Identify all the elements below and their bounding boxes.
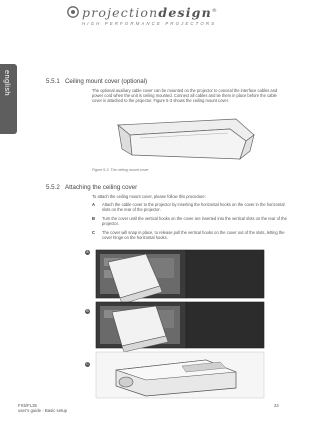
language-tab-label: english — [3, 70, 12, 96]
section-1-body: The optional auxiliary cable cover can be mounted on the projector to conceal the interface cables and power cord when the unit is ceiling mounted. Connect all cables and tie them in place before the cable cover is attached to the projector. Figure 5-3 shows the ceiling mount cover. — [92, 88, 278, 104]
figure-marker-c: C — [86, 362, 89, 366]
attach-procedure-figure — [86, 248, 266, 400]
page-number: 24 — [274, 403, 279, 408]
section-2-number: 5.5.2 — [46, 184, 60, 191]
step-letter: C — [92, 230, 95, 235]
step-text: The cover will snap in place, to release pull the vertical hooks on the cover out of the slots, letting the cover hinge on the horizontal hooks. — [102, 230, 285, 241]
brand-tagline: HIGH PERFORMANCE PROJECTORS — [82, 21, 217, 26]
section-2-title: Attaching the ceiling cover — [64, 184, 138, 191]
brand-post: design — [158, 5, 212, 20]
step-c — [92, 230, 292, 242]
brand-pre: projection — [82, 5, 159, 20]
footer-guide: user's guide - Basic setup — [18, 408, 68, 414]
section-1-number: 5.5.1 — [46, 78, 60, 85]
step-a — [92, 202, 292, 214]
brand-mark: ® — [211, 7, 219, 14]
step-letter: A — [92, 202, 95, 207]
ceiling-mount-cover-figure — [110, 115, 260, 163]
section-1-title: Ceiling mount cover (optional) — [64, 78, 148, 85]
page-header — [0, 0, 300, 38]
step-letter: B — [92, 216, 95, 221]
step-text: Turn the cover until the vertical hooks on the cover are inserted into the vertical slots on the rear of the projector. — [102, 216, 287, 227]
figure-marker-a: A — [86, 250, 89, 254]
language-tab — [0, 64, 17, 134]
figure-5-3-caption: Figure 5-3. The ceiling mount cover — [92, 168, 149, 172]
section-1-heading — [46, 78, 147, 85]
brand-logo — [82, 5, 218, 20]
projectiondesign-logo-icon — [67, 6, 79, 18]
section-2-intro: To attach the ceiling mount cover, please follow this procedure: — [92, 194, 206, 199]
footer-model: FX5/FL35 — [18, 403, 37, 408]
step-b — [92, 216, 292, 228]
page-footer — [18, 403, 67, 414]
step-text: Attach the cable cover to the projector by inserting the horizontal hooks on the cover in the horizontal slots on the rear of the projector. — [102, 202, 285, 213]
section-2-heading — [46, 184, 137, 191]
figure-marker-b: B — [86, 309, 89, 313]
